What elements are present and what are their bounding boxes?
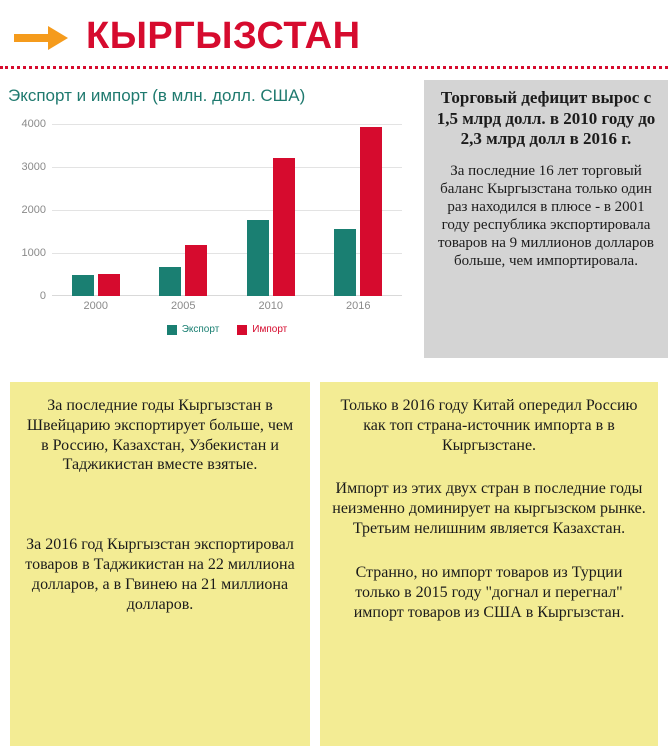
import-facts-box xyxy=(320,382,658,746)
chart-plot-area xyxy=(8,118,408,335)
y-tick-label: 0 xyxy=(39,290,46,302)
legend-label: Импорт xyxy=(252,324,288,335)
bar-group xyxy=(247,124,295,296)
legend-item-импорт xyxy=(237,324,287,335)
x-tick-label: 2016 xyxy=(346,300,371,312)
bar-импорт-2010 xyxy=(273,158,295,296)
trade-deficit-callout xyxy=(424,80,668,358)
legend-swatch xyxy=(167,325,177,335)
export-facts-box xyxy=(10,382,310,746)
chart-legend xyxy=(52,324,402,335)
divider xyxy=(0,66,668,69)
arrow-shaft xyxy=(14,34,52,42)
x-tick-label: 2000 xyxy=(83,300,108,312)
bar-экспорт-2010 xyxy=(247,220,269,296)
y-tick-label: 4000 xyxy=(21,118,46,130)
export-fact-1: За последние годы Кыргызстан в Швейцарию экспортирует больше, чем в Россию, Казахстан, Узбекистан и Таджикистан вместе взятые. xyxy=(26,397,294,474)
right-arrow-icon xyxy=(14,23,70,53)
y-tick-label: 2000 xyxy=(21,204,46,216)
callout-headline: Торговый дефицит вырос с 1,5 млрд долл. в 2010 году до 2,3 млрд долл в 2016 г. xyxy=(436,88,656,149)
chart-panel xyxy=(0,80,418,360)
export-fact-2: За 2016 год Кыргызстан экспортировал товаров в Таджикистан на 22 миллиона долларов, а в Гвинею на 21 миллиона долларов. xyxy=(25,536,295,613)
arrow-head xyxy=(48,26,68,50)
y-tick-label: 1000 xyxy=(21,247,46,259)
chart-title: Экспорт и импорт (в млн. долл. США) xyxy=(8,86,306,105)
bar-экспорт-2016 xyxy=(334,229,356,296)
chart-bars xyxy=(52,124,402,296)
import-fact-3: Странно, но импорт товаров из Турции только в 2015 году "догнал и перегнал" импорт товаров из США в Кыргызстан. xyxy=(353,563,625,621)
x-axis-tick-labels xyxy=(52,300,402,312)
bar-экспорт-2000 xyxy=(72,275,94,296)
page-title: КЫРГЫЗСТАН xyxy=(86,15,361,57)
y-axis-tick-labels xyxy=(8,118,50,302)
bar-group xyxy=(72,124,120,296)
bar-импорт-2000 xyxy=(98,274,120,296)
callout-body: За последние 16 лет торговый баланс Кыргызстана только один раз находился в плюсе - в 2001 году республика экспортировала товаров на 9 миллионов долларов больше, чем импортировала. xyxy=(438,163,654,270)
bar-импорт-2016 xyxy=(360,127,382,296)
x-tick-label: 2010 xyxy=(258,300,283,312)
bar-экспорт-2005 xyxy=(159,267,181,296)
legend-item-экспорт xyxy=(167,324,220,335)
x-tick-label: 2005 xyxy=(171,300,196,312)
page-header xyxy=(0,0,668,72)
import-fact-2: Импорт из этих двух стран в последние годы неизменно доминирует на кыргызском рынке. Третьим нелишним является Казахстан. xyxy=(332,480,646,538)
import-fact-1: Только в 2016 году Китай опередил Россию как топ страна-источник импорта в в Кыргызстане. xyxy=(340,397,638,454)
bar-group xyxy=(334,124,382,296)
bar-импорт-2005 xyxy=(185,245,207,296)
legend-swatch xyxy=(237,325,247,335)
bar-group xyxy=(159,124,207,296)
y-tick-label: 3000 xyxy=(21,161,46,173)
legend-label: Экспорт xyxy=(181,324,220,335)
